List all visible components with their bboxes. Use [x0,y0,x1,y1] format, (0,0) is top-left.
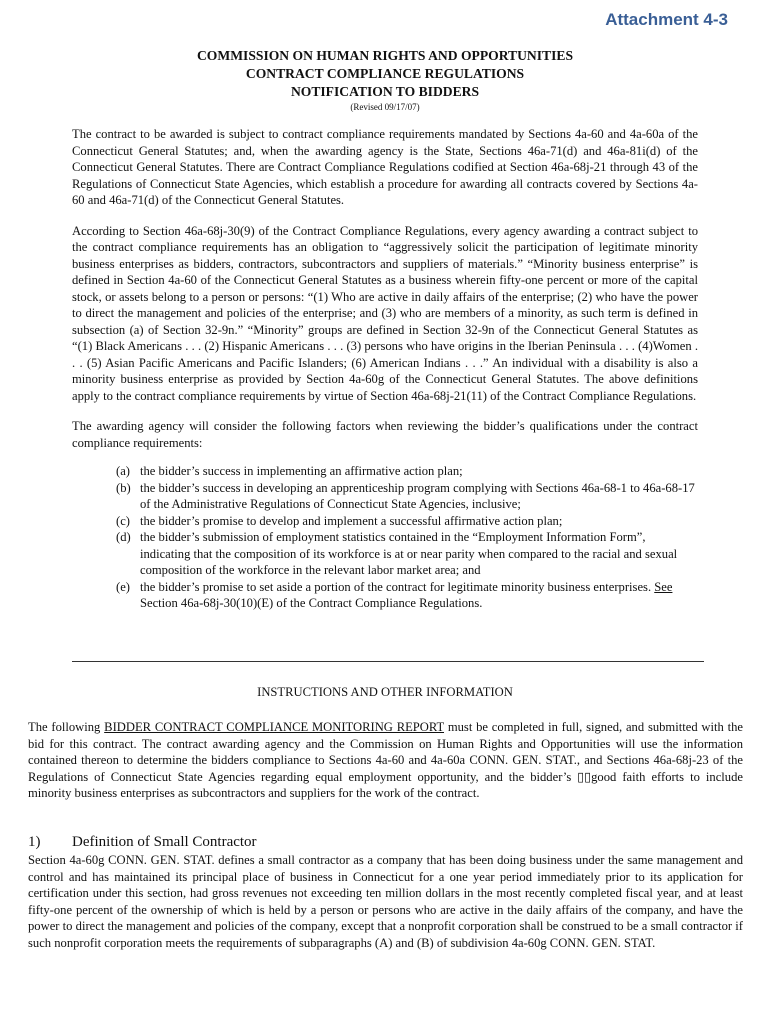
factors-list [116,463,698,612]
list-marker: (d) [116,530,131,544]
instructions-text-pre: The following [28,720,105,734]
section-1-heading [28,834,743,851]
list-text: the bidder’s success in developing an apprenticeship program complying with Sections 46a-68-1 to 46a-68-17 of the Administrative Regulations of Connecticut State Agencies, inclusive; [140,480,695,511]
monitoring-report-reference: BIDDER CONTRACT COMPLIANCE MONITORING REPORT [104,720,445,734]
list-text [140,579,698,612]
list-text-post: Section 46a-68j-30(10)(E) of the Contract Compliance Regulations. [140,596,483,610]
list-text: the bidder’s success in implementing an affirmative action plan; [140,464,463,478]
header-line-1: COMMISSION ON HUMAN RIGHTS AND OPPORTUNITIES [196,48,574,63]
section-number: 1) [28,834,41,850]
instructions-title: INSTRUCTIONS AND OTHER INFORMATION [257,685,513,699]
list-text: the bidder’s submission of employment statistics contained in the “Employment Information Form”, indicating that the composition of its workforce is at or near parity when compared to the racial and sexual composition of the workforce in the relevant labor market area; and [140,530,678,577]
list-marker: (c) [116,513,130,528]
instructions-text-post: must be completed in full, signed, and submitted with the bid for this contract. The contract awarding agency and the Commission on Human Rights and Opportunities will use the information contained thereon to determine the bidders compliance to Sections 4a-60 and 4a-60a CONN. GEN. STAT., and Sections 46a-68j-23 of the Regulations of Connecticut State Agencies regarding equal employment opportunity, and the bidder’s ▯▯good faith efforts to include minority business enterprises as subcontractors and suppliers for the work of the contract. [28,720,743,800]
header-line-2: CONTRACT COMPLIANCE REGULATIONS [245,66,525,81]
list-text-pre: the bidder’s promise to set aside a portion of the contract for legitimate minority business enterprises. [140,579,655,594]
revised-date: (Revised 09/17/07) [350,102,420,112]
header-line-3: NOTIFICATION TO BIDDERS [290,84,480,99]
list-item [116,529,698,579]
paragraph-minority-definition: According to Section 46a-68j-30(9) of the Contract Compliance Regulations, every agency awarding a contract subject to the contract compliance requirements has an obligation to “aggressively solicit the participation of legitimate minority business enterprises as bidders, contractors, subcontractors and suppliers of materials.” “Minority business enterprise” is defined in Section 4a-60 of the Connecticut General Statutes as a business wherein fifty-one percent or more of the capital stock, or assets belong to a person or persons: “(1) Who are active in daily affairs of the enterprise; (2) who have the power to direct the management and policies of the enterprise; and (3) who are members of a minority, as such term is defined in subsection (a) of Section 32-9n.” “Minority” groups are defined in Section 32-9n of the Connecticut General Statutes as “(1) Black Americans . . . (2) Hispanic Americans . . . (3) persons who have origins in the Iberian Peninsula . . . (4)Women . . . (5) Asian Pacific Americans and Pacific Islanders; (6) American Indians . . .” An individual with a disability is also a minority business enterprise as provided by Section 4a-60g of the Connecticut General Statutes. The above definitions apply to the contract compliance requirements by virtue of Section 46a-68j-21(11) of the Contract Compliance Regulations. [72,223,698,403]
list-item [116,480,698,513]
list-text: the bidder’s promise to develop and implement a successful affirmative action plan; [140,513,563,528]
small-contractor-definition: Section 4a-60g CONN. GEN. STAT. defines a small contractor as a company that has been doing business under the same management and control and has maintained its principal place of business in Connecticut for a one year period immediately prior to its application for certification under this section, had gross revenues not exceeding ten million dollars in the most recently completed fiscal year, and at least fifty-one percent of the ownership of which is held by a person or persons who are active in the daily affairs of the company, and have the power to direct the management and policies of the company, except that a nonprofit corporation shall be construed to be a small contractor if such nonprofit corporation meets the requirements of subparagraphs (A) and (B) of subdivision 4a-60g CONN. GEN. STAT. [28,853,743,950]
list-item [116,579,698,612]
list-item [116,513,698,530]
list-marker: (b) [116,480,131,495]
paragraph-factors-intro: The awarding agency will consider the following factors when reviewing the bidder’s qualifications under the contract compliance requirements: [72,419,698,450]
notification-body [72,126,698,612]
list-marker: (e) [116,579,130,594]
instructions-paragraph [28,719,743,802]
see-reference: See [654,579,673,594]
attachment-label: Attachment 4-3 [605,10,728,29]
document-header [0,47,770,112]
section-title: Definition of Small Contractor [72,834,257,850]
section-divider [72,661,704,662]
list-marker: (a) [116,464,130,478]
list-item [116,463,698,480]
paragraph-contract-requirements: The contract to be awarded is subject to contract compliance requirements mandated by Sections 4a-60 and 4a-60a of the Connecticut General Statutes; and, when the awarding agency is the State, Sections 46a-71(d) and 46a-81i(d) of the Connecticut General Statutes. There are Contract Compliance Regulations codified at Section 46a-68j-21 through 43 of the Regulations of Connecticut State Agencies, which establish a procedure for awarding all contracts covered by Sections 4a-60 and 46a-71(d) of the Connecticut General Statutes. [72,127,698,207]
